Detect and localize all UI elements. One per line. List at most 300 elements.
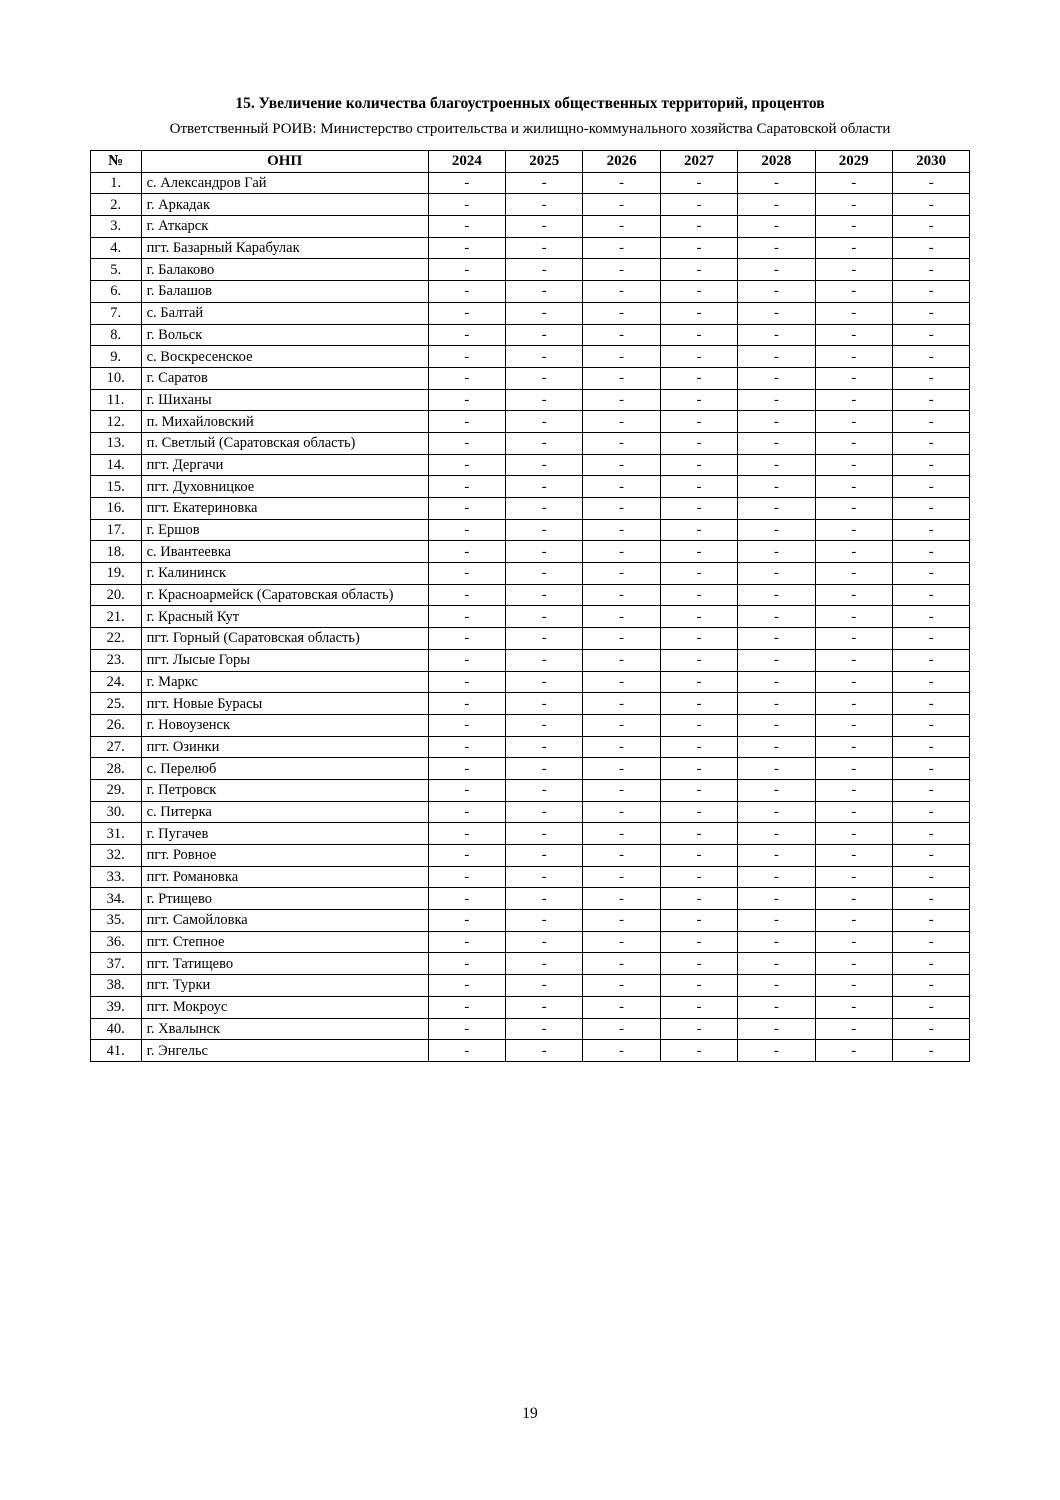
- year-value-cell: -: [583, 541, 660, 563]
- year-value-cell: -: [892, 693, 969, 715]
- year-value-cell: -: [815, 498, 892, 520]
- year-value-cell: -: [815, 1018, 892, 1040]
- table-row: [90, 281, 970, 303]
- year-value-cell: -: [583, 953, 660, 975]
- year-value-cell: -: [815, 801, 892, 823]
- year-value-cell: -: [583, 454, 660, 476]
- table-row: [90, 801, 970, 823]
- year-value-cell: -: [892, 172, 969, 194]
- year-value-cell: -: [583, 367, 660, 389]
- year-value-cell: -: [815, 216, 892, 238]
- year-value-cell: -: [892, 801, 969, 823]
- year-value-cell: -: [506, 758, 583, 780]
- year-value-cell: -: [660, 649, 737, 671]
- year-value-cell: -: [892, 432, 969, 454]
- year-value-cell: -: [583, 563, 660, 585]
- year-value-cell: -: [892, 845, 969, 867]
- year-value-cell: -: [815, 259, 892, 281]
- onp-name-cell: пгт. Озинки: [141, 736, 428, 758]
- year-value-cell: -: [660, 1018, 737, 1040]
- year-value-cell: -: [660, 216, 737, 238]
- row-number-cell: 41.: [90, 1040, 141, 1062]
- row-number-cell: 2.: [90, 194, 141, 216]
- year-value-cell: -: [583, 931, 660, 953]
- year-value-cell: -: [892, 866, 969, 888]
- year-value-cell: -: [660, 1040, 737, 1062]
- year-value-cell: -: [506, 324, 583, 346]
- year-value-cell: -: [815, 519, 892, 541]
- header-cell-year: 2029: [815, 151, 892, 173]
- year-value-cell: -: [506, 931, 583, 953]
- year-value-cell: -: [892, 411, 969, 433]
- year-value-cell: -: [428, 1040, 505, 1062]
- year-value-cell: -: [815, 996, 892, 1018]
- row-number-cell: 13.: [90, 432, 141, 454]
- year-value-cell: -: [428, 758, 505, 780]
- year-value-cell: -: [583, 758, 660, 780]
- year-value-cell: -: [892, 563, 969, 585]
- year-value-cell: -: [428, 216, 505, 238]
- year-value-cell: -: [428, 367, 505, 389]
- year-value-cell: -: [506, 953, 583, 975]
- year-value-cell: -: [892, 476, 969, 498]
- onp-name-cell: пгт. Степное: [141, 931, 428, 953]
- onp-name-cell: г. Балашов: [141, 281, 428, 303]
- row-number-cell: 40.: [90, 1018, 141, 1040]
- onp-name-cell: пгт. Турки: [141, 975, 428, 997]
- header-cell-onp: ОНП: [141, 151, 428, 173]
- year-value-cell: -: [583, 432, 660, 454]
- onp-name-cell: пгт. Горный (Саратовская область): [141, 628, 428, 650]
- onp-name-cell: г. Ртищево: [141, 888, 428, 910]
- year-value-cell: -: [428, 432, 505, 454]
- year-value-cell: -: [428, 302, 505, 324]
- onp-name-cell: пгт. Духовницкое: [141, 476, 428, 498]
- onp-name-cell: с. Ивантеевка: [141, 541, 428, 563]
- year-value-cell: -: [892, 237, 969, 259]
- year-value-cell: -: [428, 823, 505, 845]
- year-value-cell: -: [660, 519, 737, 541]
- year-value-cell: -: [660, 975, 737, 997]
- year-value-cell: -: [583, 888, 660, 910]
- year-value-cell: -: [815, 584, 892, 606]
- year-value-cell: -: [660, 411, 737, 433]
- year-value-cell: -: [428, 411, 505, 433]
- year-value-cell: -: [428, 563, 505, 585]
- year-value-cell: -: [660, 801, 737, 823]
- year-value-cell: -: [506, 389, 583, 411]
- row-number-cell: 29.: [90, 779, 141, 801]
- row-number-cell: 6.: [90, 281, 141, 303]
- year-value-cell: -: [506, 541, 583, 563]
- onp-name-cell: п. Михайловский: [141, 411, 428, 433]
- year-value-cell: -: [660, 194, 737, 216]
- year-value-cell: -: [583, 389, 660, 411]
- year-value-cell: -: [738, 563, 815, 585]
- table-row: [90, 584, 970, 606]
- row-number-cell: 3.: [90, 216, 141, 238]
- page-number: 19: [522, 1405, 538, 1422]
- row-number-cell: 16.: [90, 498, 141, 520]
- table-row: [90, 498, 970, 520]
- year-value-cell: -: [428, 649, 505, 671]
- year-value-cell: -: [506, 606, 583, 628]
- onp-name-cell: г. Аткарск: [141, 216, 428, 238]
- year-value-cell: -: [583, 498, 660, 520]
- year-value-cell: -: [815, 346, 892, 368]
- year-value-cell: -: [583, 302, 660, 324]
- year-value-cell: -: [892, 1040, 969, 1062]
- year-value-cell: -: [892, 454, 969, 476]
- year-value-cell: -: [738, 693, 815, 715]
- row-number-cell: 11.: [90, 389, 141, 411]
- row-number-cell: 17.: [90, 519, 141, 541]
- year-value-cell: -: [815, 649, 892, 671]
- row-number-cell: 5.: [90, 259, 141, 281]
- header-cell-number: №: [90, 151, 141, 173]
- table-row: [90, 823, 970, 845]
- year-value-cell: -: [738, 823, 815, 845]
- year-value-cell: -: [506, 628, 583, 650]
- year-value-cell: -: [738, 194, 815, 216]
- table-row: [90, 606, 970, 628]
- year-value-cell: -: [506, 194, 583, 216]
- onp-name-cell: пгт. Романовка: [141, 866, 428, 888]
- year-value-cell: -: [892, 519, 969, 541]
- table-row: [90, 454, 970, 476]
- table-row: [90, 367, 970, 389]
- onp-name-cell: г. Петровск: [141, 779, 428, 801]
- year-value-cell: -: [660, 454, 737, 476]
- year-value-cell: -: [428, 259, 505, 281]
- year-value-cell: -: [892, 367, 969, 389]
- year-value-cell: -: [506, 454, 583, 476]
- year-value-cell: -: [583, 779, 660, 801]
- table-row: [90, 910, 970, 932]
- onp-name-cell: пгт. Екатериновка: [141, 498, 428, 520]
- year-value-cell: -: [892, 649, 969, 671]
- year-value-cell: -: [738, 931, 815, 953]
- year-value-cell: -: [583, 324, 660, 346]
- year-value-cell: -: [815, 172, 892, 194]
- header-cell-year: 2025: [506, 151, 583, 173]
- year-value-cell: -: [815, 845, 892, 867]
- onp-name-cell: г. Аркадак: [141, 194, 428, 216]
- year-value-cell: -: [660, 498, 737, 520]
- year-value-cell: -: [506, 411, 583, 433]
- year-value-cell: -: [738, 714, 815, 736]
- onp-name-cell: г. Саратов: [141, 367, 428, 389]
- year-value-cell: -: [506, 975, 583, 997]
- table-row: [90, 432, 970, 454]
- year-value-cell: -: [583, 671, 660, 693]
- year-value-cell: -: [583, 237, 660, 259]
- year-value-cell: -: [892, 779, 969, 801]
- year-value-cell: -: [660, 671, 737, 693]
- table-row: [90, 411, 970, 433]
- year-value-cell: -: [506, 779, 583, 801]
- table-row: [90, 779, 970, 801]
- year-value-cell: -: [428, 541, 505, 563]
- table-row: [90, 1018, 970, 1040]
- onp-name-cell: пгт. Мокроус: [141, 996, 428, 1018]
- onp-name-cell: г. Хвалынск: [141, 1018, 428, 1040]
- year-value-cell: -: [583, 476, 660, 498]
- row-number-cell: 27.: [90, 736, 141, 758]
- onp-name-cell: пгт. Лысые Горы: [141, 649, 428, 671]
- table-row: [90, 389, 970, 411]
- row-number-cell: 38.: [90, 975, 141, 997]
- year-value-cell: -: [738, 216, 815, 238]
- table-row: [90, 519, 970, 541]
- year-value-cell: -: [892, 975, 969, 997]
- year-value-cell: -: [506, 216, 583, 238]
- responsible-agency-subtitle: Ответственный РОИВ: Министерство строительства и жилищно-коммунального хозяйства Саратовской области: [169, 121, 891, 137]
- year-value-cell: -: [428, 801, 505, 823]
- row-number-cell: 31.: [90, 823, 141, 845]
- year-value-cell: -: [583, 216, 660, 238]
- year-value-cell: -: [892, 931, 969, 953]
- onp-name-cell: г. Энгельс: [141, 1040, 428, 1062]
- year-value-cell: -: [815, 302, 892, 324]
- table-row: [90, 671, 970, 693]
- onp-name-cell: г. Балаково: [141, 259, 428, 281]
- year-value-cell: -: [660, 324, 737, 346]
- onp-name-cell: пгт. Базарный Карабулак: [141, 237, 428, 259]
- row-number-cell: 7.: [90, 302, 141, 324]
- onp-name-cell: пгт. Новые Бурасы: [141, 693, 428, 715]
- year-value-cell: -: [892, 584, 969, 606]
- year-value-cell: -: [583, 649, 660, 671]
- year-value-cell: -: [428, 584, 505, 606]
- year-value-cell: -: [892, 324, 969, 346]
- year-value-cell: -: [738, 172, 815, 194]
- year-value-cell: -: [815, 975, 892, 997]
- year-value-cell: -: [892, 1018, 969, 1040]
- year-value-cell: -: [660, 237, 737, 259]
- row-number-cell: 35.: [90, 910, 141, 932]
- table-body: [90, 172, 970, 1061]
- row-number-cell: 19.: [90, 563, 141, 585]
- year-value-cell: -: [583, 693, 660, 715]
- year-value-cell: -: [506, 693, 583, 715]
- year-value-cell: -: [583, 910, 660, 932]
- year-value-cell: -: [583, 346, 660, 368]
- row-number-cell: 23.: [90, 649, 141, 671]
- year-value-cell: -: [428, 389, 505, 411]
- year-value-cell: -: [506, 237, 583, 259]
- year-value-cell: -: [738, 649, 815, 671]
- year-value-cell: -: [583, 996, 660, 1018]
- year-value-cell: -: [583, 1018, 660, 1040]
- year-value-cell: -: [738, 628, 815, 650]
- year-value-cell: -: [815, 693, 892, 715]
- year-value-cell: -: [428, 975, 505, 997]
- table-row: [90, 736, 970, 758]
- table-row: [90, 758, 970, 780]
- year-value-cell: -: [815, 432, 892, 454]
- year-value-cell: -: [892, 346, 969, 368]
- year-value-cell: -: [583, 866, 660, 888]
- year-value-cell: -: [815, 888, 892, 910]
- onp-name-cell: г. Новоузенск: [141, 714, 428, 736]
- year-value-cell: -: [892, 281, 969, 303]
- year-value-cell: -: [506, 801, 583, 823]
- year-value-cell: -: [428, 519, 505, 541]
- year-value-cell: -: [738, 736, 815, 758]
- table-row: [90, 931, 970, 953]
- table-row: [90, 953, 970, 975]
- year-value-cell: -: [583, 259, 660, 281]
- year-value-cell: -: [892, 216, 969, 238]
- table-row: [90, 259, 970, 281]
- year-value-cell: -: [506, 367, 583, 389]
- row-number-cell: 26.: [90, 714, 141, 736]
- year-value-cell: -: [506, 432, 583, 454]
- year-value-cell: -: [660, 758, 737, 780]
- table-row: [90, 563, 970, 585]
- onp-name-cell: г. Красноармейск (Саратовская область): [141, 584, 428, 606]
- onp-name-cell: с. Питерка: [141, 801, 428, 823]
- year-value-cell: -: [506, 714, 583, 736]
- year-value-cell: -: [738, 779, 815, 801]
- year-value-cell: -: [506, 823, 583, 845]
- table-row: [90, 693, 970, 715]
- year-value-cell: -: [815, 389, 892, 411]
- year-value-cell: -: [506, 649, 583, 671]
- year-value-cell: -: [738, 1040, 815, 1062]
- year-value-cell: -: [506, 1018, 583, 1040]
- year-value-cell: -: [428, 953, 505, 975]
- table-row: [90, 216, 970, 238]
- row-number-cell: 25.: [90, 693, 141, 715]
- row-number-cell: 33.: [90, 866, 141, 888]
- year-value-cell: -: [660, 346, 737, 368]
- onp-name-cell: с. Балтай: [141, 302, 428, 324]
- year-value-cell: -: [738, 758, 815, 780]
- year-value-cell: -: [506, 584, 583, 606]
- year-value-cell: -: [815, 541, 892, 563]
- year-value-cell: -: [738, 498, 815, 520]
- year-value-cell: -: [428, 237, 505, 259]
- year-value-cell: -: [660, 823, 737, 845]
- year-value-cell: -: [738, 259, 815, 281]
- year-value-cell: -: [660, 389, 737, 411]
- year-value-cell: -: [738, 975, 815, 997]
- year-value-cell: -: [738, 584, 815, 606]
- row-number-cell: 12.: [90, 411, 141, 433]
- year-value-cell: -: [428, 172, 505, 194]
- row-number-cell: 36.: [90, 931, 141, 953]
- year-value-cell: -: [660, 779, 737, 801]
- year-value-cell: -: [583, 606, 660, 628]
- table-row: [90, 714, 970, 736]
- onp-name-cell: пгт. Ровное: [141, 845, 428, 867]
- year-value-cell: -: [892, 194, 969, 216]
- year-value-cell: -: [506, 281, 583, 303]
- row-number-cell: 1.: [90, 172, 141, 194]
- year-value-cell: -: [738, 953, 815, 975]
- year-value-cell: -: [660, 693, 737, 715]
- year-value-cell: -: [428, 346, 505, 368]
- row-number-cell: 21.: [90, 606, 141, 628]
- year-value-cell: -: [506, 476, 583, 498]
- row-number-cell: 34.: [90, 888, 141, 910]
- year-value-cell: -: [660, 736, 737, 758]
- year-value-cell: -: [892, 953, 969, 975]
- table-row: [90, 649, 970, 671]
- year-value-cell: -: [892, 606, 969, 628]
- year-value-cell: -: [738, 476, 815, 498]
- year-value-cell: -: [815, 606, 892, 628]
- table-row: [90, 346, 970, 368]
- onp-name-cell: г. Маркс: [141, 671, 428, 693]
- year-value-cell: -: [428, 779, 505, 801]
- year-value-cell: -: [738, 346, 815, 368]
- year-value-cell: -: [660, 302, 737, 324]
- year-value-cell: -: [583, 714, 660, 736]
- row-number-cell: 24.: [90, 671, 141, 693]
- row-number-cell: 39.: [90, 996, 141, 1018]
- year-value-cell: -: [815, 628, 892, 650]
- year-value-cell: -: [738, 541, 815, 563]
- year-value-cell: -: [815, 367, 892, 389]
- year-value-cell: -: [506, 519, 583, 541]
- header-cell-year: 2030: [892, 151, 969, 173]
- year-value-cell: -: [506, 866, 583, 888]
- year-value-cell: -: [815, 454, 892, 476]
- year-value-cell: -: [738, 281, 815, 303]
- year-value-cell: -: [660, 845, 737, 867]
- year-value-cell: -: [428, 714, 505, 736]
- table-row: [90, 194, 970, 216]
- year-value-cell: -: [738, 454, 815, 476]
- year-value-cell: -: [660, 996, 737, 1018]
- year-value-cell: -: [815, 671, 892, 693]
- row-number-cell: 28.: [90, 758, 141, 780]
- table-row: [90, 975, 970, 997]
- onp-name-cell: пгт. Дергачи: [141, 454, 428, 476]
- onp-name-cell: г. Шиханы: [141, 389, 428, 411]
- table-header-row: [90, 151, 970, 173]
- year-value-cell: -: [892, 498, 969, 520]
- year-value-cell: -: [892, 259, 969, 281]
- onp-name-cell: г. Калининск: [141, 563, 428, 585]
- year-value-cell: -: [506, 736, 583, 758]
- year-value-cell: -: [738, 324, 815, 346]
- row-number-cell: 37.: [90, 953, 141, 975]
- year-value-cell: -: [660, 910, 737, 932]
- header-cell-year: 2024: [428, 151, 505, 173]
- year-value-cell: -: [506, 346, 583, 368]
- year-value-cell: -: [428, 498, 505, 520]
- year-value-cell: -: [892, 541, 969, 563]
- year-value-cell: -: [738, 671, 815, 693]
- year-value-cell: -: [506, 172, 583, 194]
- year-value-cell: -: [506, 671, 583, 693]
- onp-name-cell: с. Воскресенское: [141, 346, 428, 368]
- table-row: [90, 888, 970, 910]
- year-value-cell: -: [660, 367, 737, 389]
- year-value-cell: -: [892, 628, 969, 650]
- year-value-cell: -: [738, 845, 815, 867]
- year-value-cell: -: [815, 563, 892, 585]
- year-value-cell: -: [583, 801, 660, 823]
- year-value-cell: -: [428, 1018, 505, 1040]
- year-value-cell: -: [428, 931, 505, 953]
- table-row: [90, 172, 970, 194]
- row-number-cell: 15.: [90, 476, 141, 498]
